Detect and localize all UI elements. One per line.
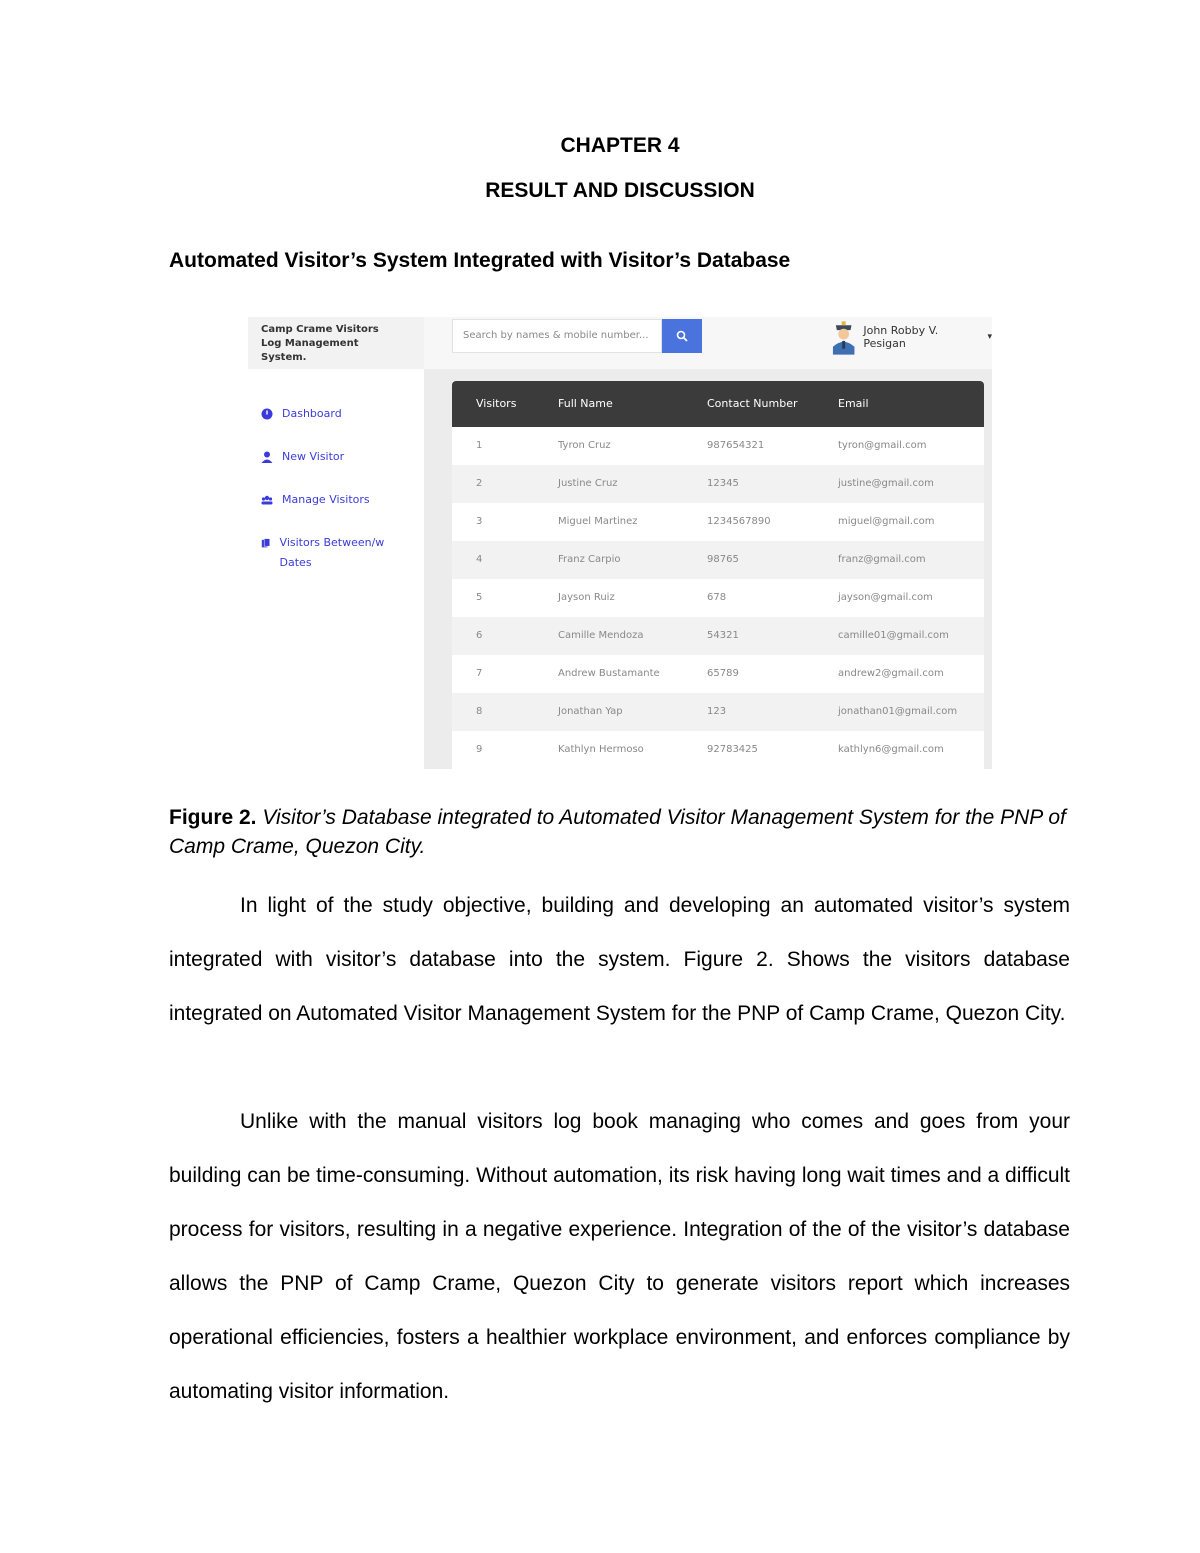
brand (248, 317, 424, 369)
sidebar-item-manage-visitors[interactable] (261, 490, 370, 510)
sidebar-item-label: Visitors Between/w Dates (279, 536, 385, 569)
search-input[interactable]: Search by names & mobile number... (452, 319, 662, 353)
cell-email: miguel@gmail.com (838, 516, 935, 527)
figure-caption-text: Visitor’s Database integrated to Automated Visitor Management System for the PNP of Camp Crame, Quezon City. (169, 806, 1066, 858)
user-icon (261, 451, 273, 463)
sidebar-item-label: Manage Visitors (282, 493, 370, 506)
cell-visitor-no: 2 (476, 478, 483, 489)
table-row[interactable] (452, 693, 984, 731)
cell-full-name: Jonathan Yap (558, 706, 623, 717)
column-header[interactable]: Email (838, 397, 869, 410)
chevron-down-icon: ▾ (987, 332, 992, 342)
cell-full-name: Tyron Cruz (558, 440, 611, 451)
topbar (424, 317, 992, 369)
cell-full-name: Franz Carpio (558, 554, 621, 565)
users-icon (261, 494, 273, 506)
cell-email: franz@gmail.com (838, 554, 926, 565)
sidebar-item-label: New Visitor (282, 450, 345, 463)
search-icon (676, 330, 688, 342)
table-row[interactable] (452, 427, 984, 465)
main-panel (424, 317, 992, 769)
body-paragraph: In light of the study objective, building and developing an automated visitor’s system integrated with visitor’s database into the system. Figure 2. Shows the visitors database integrated on Automated Visitor Management System for the PNP of Camp Crame, Quezon City. (169, 894, 1070, 1025)
cell-full-name: Camille Mendoza (558, 630, 644, 641)
column-header[interactable]: Full Name (558, 397, 613, 410)
table-row[interactable] (452, 541, 984, 579)
cell-visitor-no: 1 (476, 440, 483, 451)
table-row[interactable] (452, 465, 984, 503)
cell-full-name: Justine Cruz (558, 478, 618, 489)
cell-contact-number: 65789 (707, 668, 739, 679)
police-avatar-icon (830, 319, 857, 355)
brand-title: Camp Crame Visitors Log Management System. (261, 324, 379, 363)
figure-screenshot (248, 317, 992, 769)
cell-full-name: Miguel Martinez (558, 516, 638, 527)
cell-visitor-no: 4 (476, 554, 483, 565)
search-button[interactable] (662, 319, 702, 353)
table-row[interactable] (452, 503, 984, 541)
cell-full-name: Jayson Ruiz (558, 592, 615, 603)
cell-email: jayson@gmail.com (838, 592, 933, 603)
cell-email: justine@gmail.com (838, 478, 934, 489)
cell-contact-number: 54321 (707, 630, 739, 641)
cell-email: tyron@gmail.com (838, 440, 927, 451)
cell-visitor-no: 6 (476, 630, 483, 641)
cell-visitor-no: 8 (476, 706, 483, 717)
cell-contact-number: 92783425 (707, 744, 758, 755)
column-header[interactable]: Contact Number (707, 397, 798, 410)
table-header (452, 381, 984, 427)
figure-label: Figure 2. (169, 806, 257, 829)
cell-contact-number: 678 (707, 592, 727, 603)
table-row[interactable] (452, 655, 984, 693)
table-row[interactable] (452, 617, 984, 655)
chapter-title: RESULT AND DISCUSSION (485, 179, 755, 202)
files-icon (261, 537, 271, 549)
cell-email: camille01@gmail.com (838, 630, 949, 641)
cell-visitor-no: 7 (476, 668, 483, 679)
sidebar-item-visitors-between-dates[interactable] (261, 533, 391, 573)
cell-visitor-no: 3 (476, 516, 483, 527)
section-heading: Automated Visitor’s System Integrated with Visitor’s Database (169, 249, 791, 272)
visitors-table (452, 381, 984, 769)
cell-visitor-no: 9 (476, 744, 483, 755)
cell-contact-number: 12345 (707, 478, 739, 489)
body-paragraph: Unlike with the manual visitors log book managing who comes and goes from your building can be time-consuming. Without automation, its risk having long wait times and a difficult process for visitors, resulting in a negative experience. Integration of the of the visitor’s database allows the PNP of Camp Crame, Quezon City to generate visitors report which increases operational efficiencies, fosters a healthier workplace environment, and enforces compliance by automating visitor information. (169, 1110, 1070, 1403)
table-row[interactable] (452, 579, 984, 617)
chapter-number: CHAPTER 4 (560, 134, 680, 157)
sidebar (248, 317, 424, 769)
cell-full-name: Andrew Bustamante (558, 668, 660, 679)
user-name: John Robby V. Pesigan (863, 324, 939, 350)
sidebar-item-label: Dashboard (282, 407, 342, 420)
cell-contact-number: 123 (707, 706, 727, 717)
cell-email: andrew2@gmail.com (838, 668, 944, 679)
figure-caption (169, 803, 1070, 861)
column-header[interactable]: Visitors (476, 397, 517, 410)
cell-contact-number: 987654321 (707, 440, 765, 451)
sidebar-item-dashboard[interactable] (261, 404, 342, 424)
cell-contact-number: 1234567890 (707, 516, 771, 527)
cell-email: jonathan01@gmail.com (838, 706, 958, 717)
user-menu[interactable] (830, 319, 992, 355)
cell-contact-number: 98765 (707, 554, 739, 565)
dashboard-icon (261, 408, 273, 420)
sidebar-item-new-visitor[interactable] (261, 447, 344, 467)
cell-visitor-no: 5 (476, 592, 483, 603)
cell-full-name: Kathlyn Hermoso (558, 744, 644, 755)
table-row[interactable] (452, 731, 984, 769)
cell-email: kathlyn6@gmail.com (838, 744, 944, 755)
